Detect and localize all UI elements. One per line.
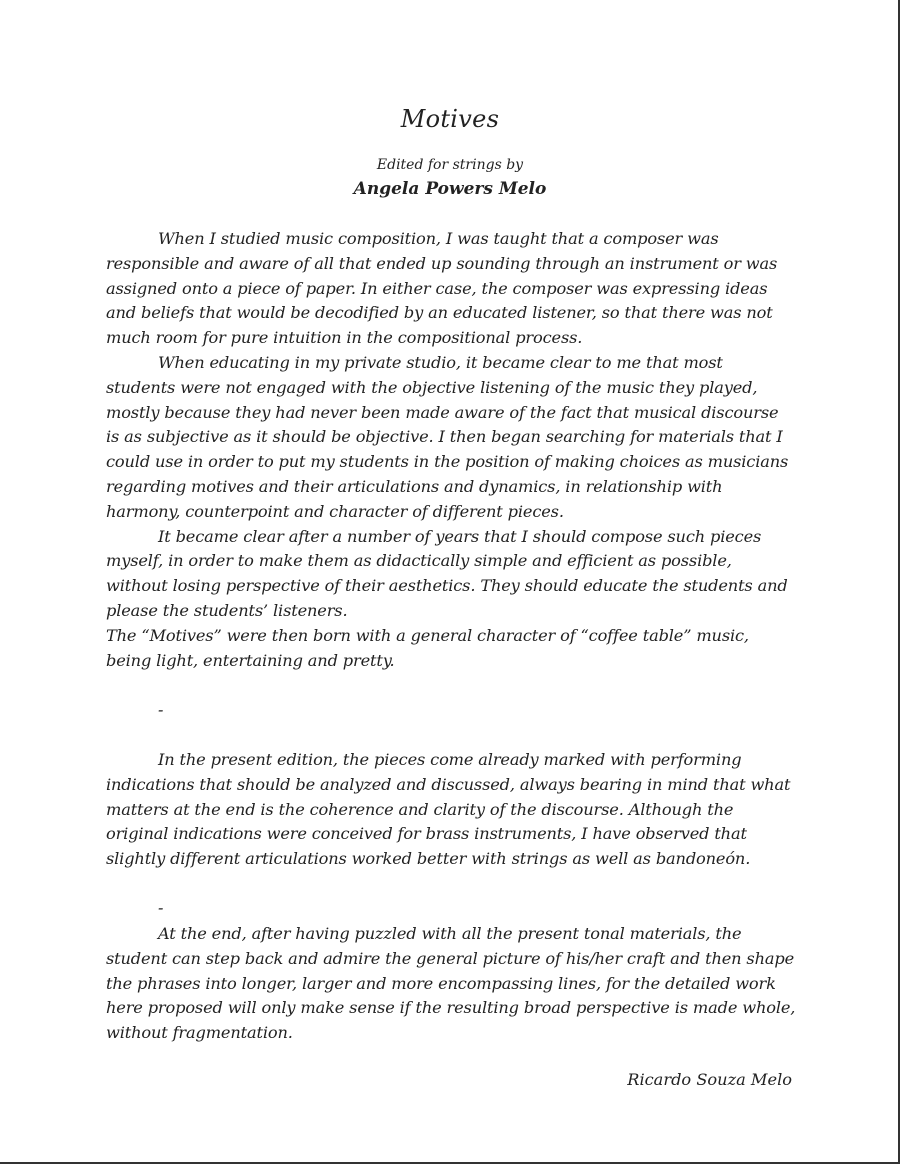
conclusion-text-block [106, 922, 796, 1046]
document-title: Motives [400, 105, 500, 133]
intro-text-block [106, 227, 796, 673]
paragraph-motives-born: The “Motives” were then born with a general character of “coffee table” music, being light, entertaining and pretty. [106, 625, 749, 670]
paragraph-composition: When I studied music composition, I was taught that a composer was responsible and aware of all that ended up sounding through an instrument or was assigned onto a piece of paper. In either case, the composer was expressing ideas and beliefs that would be decodified by an educated listener, so that there was not much room for pure intuition in the compositional process. [106, 229, 778, 348]
editor-name: Angela Powers Melo [353, 179, 547, 199]
paragraph-at-the-end: At the end, after having puzzled with all the present tonal materials, the student can step back and admire the general picture of his/her craft and then shape the phrases into longer, larger and more encompassing lines, for the detailed work here proposed will only make sense if the resulting broad perspective is made whole, without fragmentation. [106, 924, 796, 1043]
author-signature: Ricardo Souza Melo [627, 1070, 792, 1089]
separator-dash: - [158, 898, 164, 917]
paragraph-present-edition: In the present edition, the pieces come already marked with performing indications that should be analyzed and discussed, always bearing in mind that what matters at the end is the coherence and clarity of the discourse. Although the original indications were conceived for brass instruments, I have observed that slightly different articulations worked better with strings as well as bandoneón. [106, 750, 791, 869]
paragraph-compose-pieces: It became clear after a number of years that I should compose such pieces myself, in order to make them as didactically simple and efficient as possible, without losing perspective of their aesthetics. They should educate the students and please the students’ listeners. [106, 526, 788, 620]
paragraph-private-studio: When educating in my private studio, it became clear to me that most students were not engaged with the objective listening of the music they played, mostly because they had never been made aware of the fact that musical discourse is as subjective as it should be objective. I then began searching for materials that I could use in order to put my students in the position of making choices as musicians regarding motives and their articulations and dynamics, in relationship with harmony, counterpoint and character of different pieces. [106, 352, 789, 521]
edition-text-block [106, 748, 796, 872]
separator-dash: - [158, 700, 164, 719]
edited-for-line: Edited for strings by [376, 157, 524, 173]
